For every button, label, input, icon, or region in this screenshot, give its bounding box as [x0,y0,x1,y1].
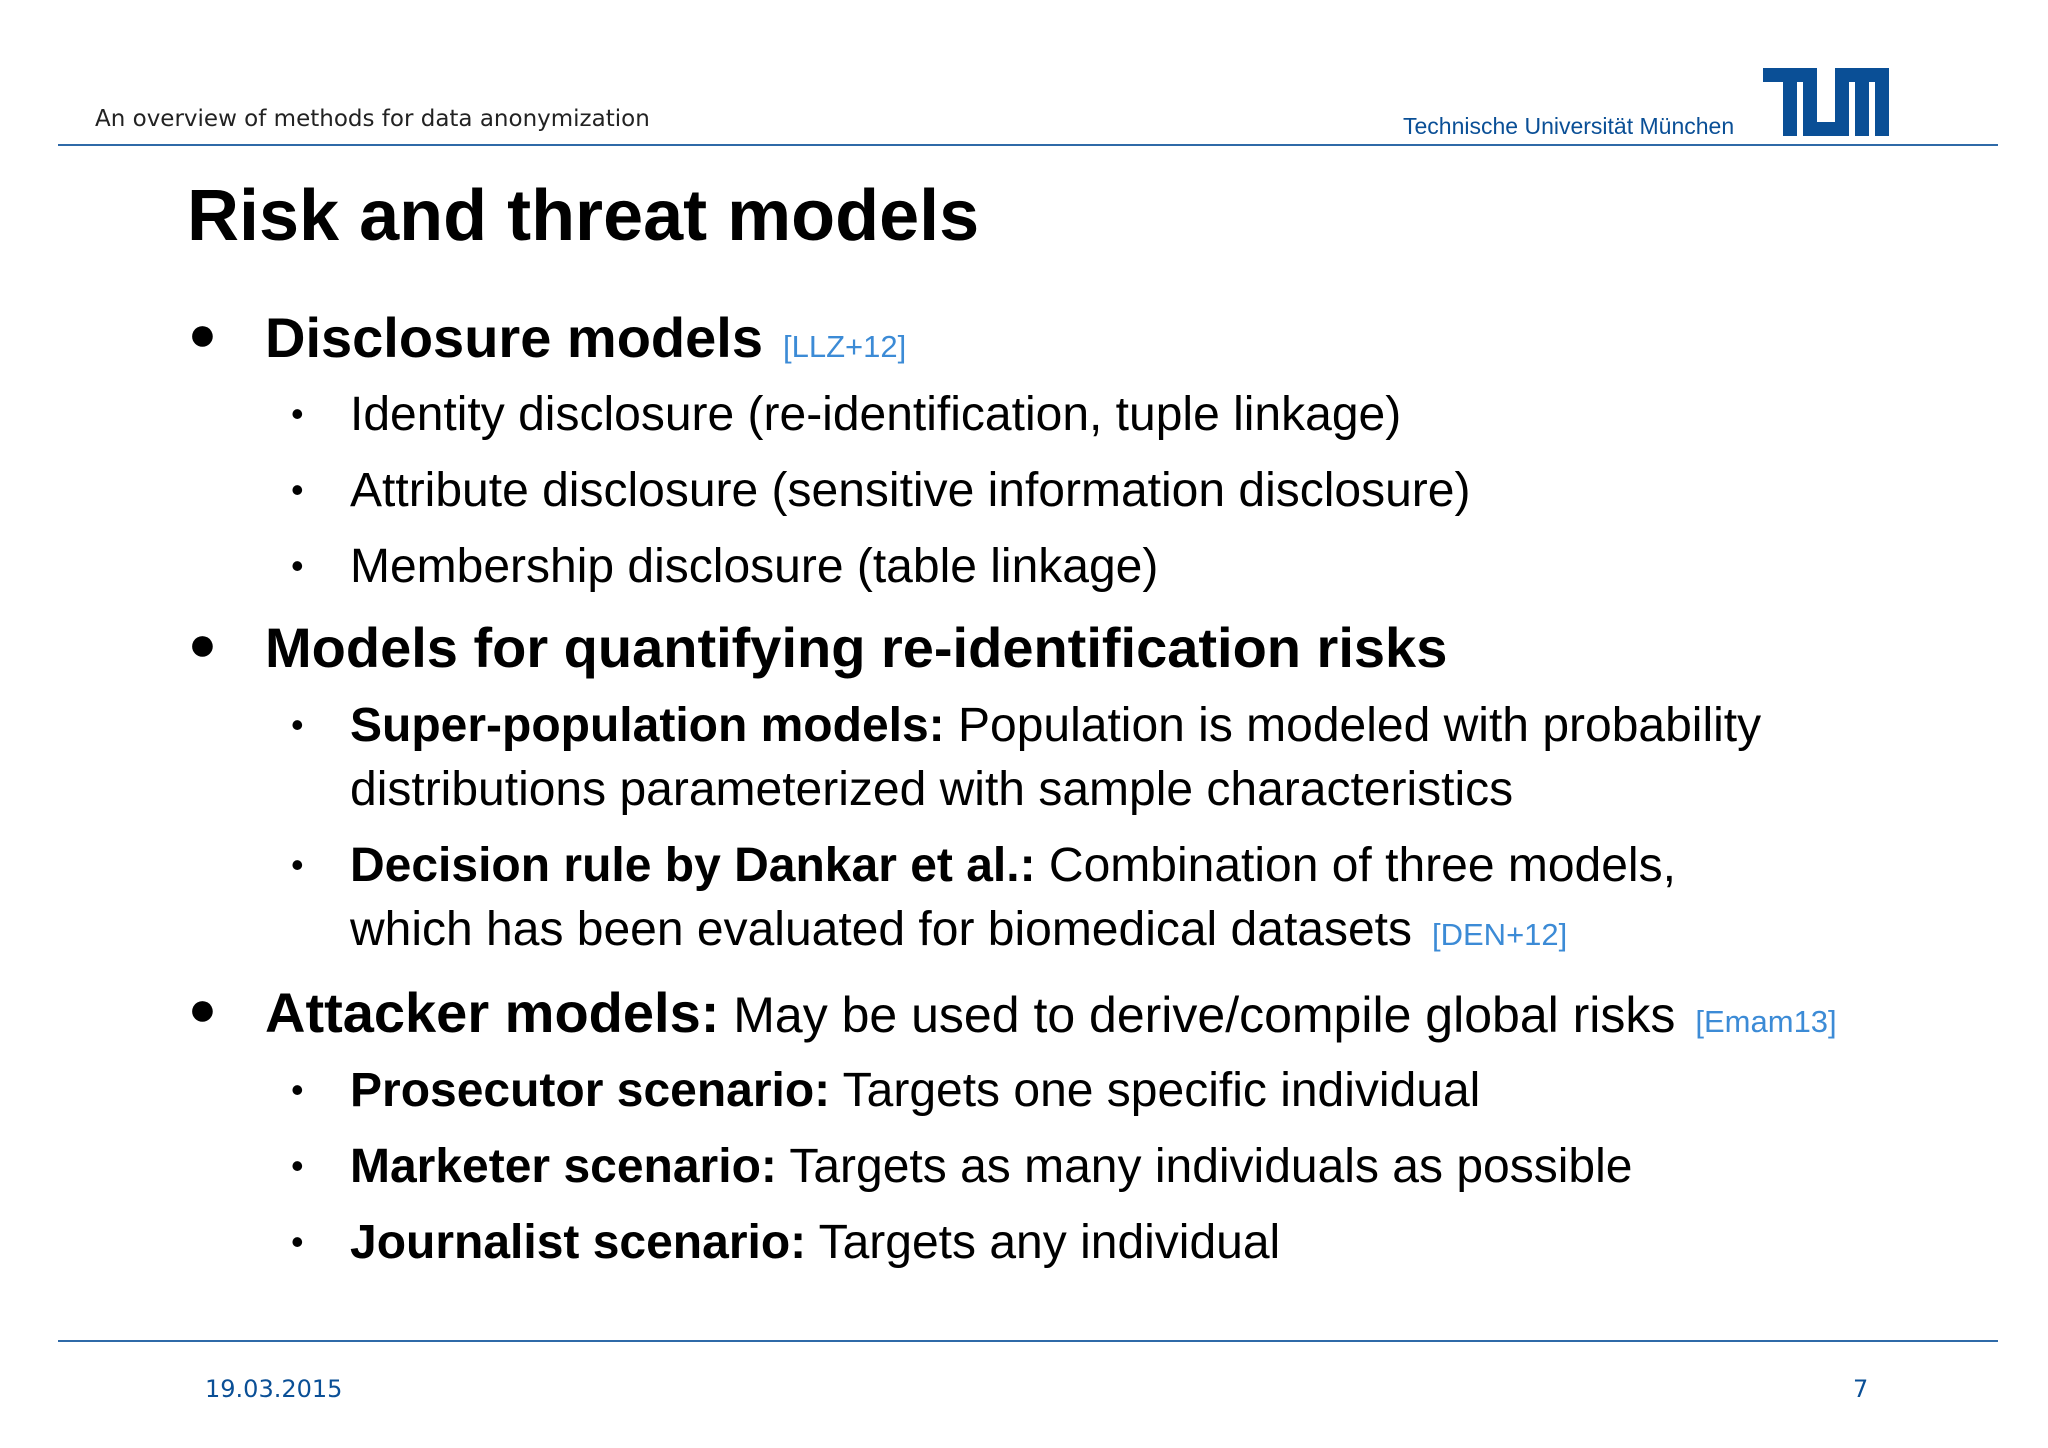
slide-date: 19.03.2015 [205,1375,343,1403]
citation: [LLZ+12] [782,329,907,364]
bullet-sub: • [291,545,304,586]
item-term: Journalist scenario: [350,1216,807,1269]
item-term: Super-population models: [350,699,945,752]
item-text: Targets any individual [806,1216,1281,1269]
citation: [DEN+12] [1432,917,1568,952]
item-text: distributions parameterized with sample characteristics [350,763,1514,816]
slide-title: Risk and threat models [187,176,980,256]
item-text: Combination of three models, [1035,839,1676,892]
bullet-sub: • [291,1069,304,1110]
section-heading: Attacker models: [265,981,720,1044]
footer-divider [58,1340,1998,1342]
item-term: Prosecutor scenario: [350,1064,831,1117]
tum-logo [1763,68,1889,140]
item-term: Decision rule by Dankar et al.: [350,839,1036,892]
university-name: Technische Universität München [1403,113,1735,139]
item-text: Attribute disclosure (sensitive information disclosure) [350,464,1471,517]
presentation-title: An overview of methods for data anonymization [95,106,650,132]
header-divider [58,144,1998,146]
bullet-sub: • [291,704,304,745]
item-text: Membership disclosure (table linkage) [350,540,1159,593]
item-term: Marketer scenario: [350,1140,777,1193]
item-text: Targets as many individuals as possible [776,1140,1633,1193]
page-number: 7 [1853,1375,1869,1403]
section-text: May be used to derive/compile global risks [719,987,1676,1043]
bullet-main: ● [188,983,217,1036]
item-text: Identity disclosure (re-identification, tuple linkage) [350,388,1402,441]
bullet-sub: • [291,393,304,434]
section-heading: Disclosure models [265,306,763,369]
bullet-sub: • [291,844,304,885]
bullet-main: ● [188,308,217,361]
section-heading: Models for quantifying re-identification risks [265,616,1448,679]
item-text: Population is modeled with probability [944,699,1762,752]
item-text: which has been evaluated for biomedical datasets [350,903,1412,956]
bullet-sub: • [291,1145,304,1186]
bullet-sub: • [291,469,304,510]
bullet-sub: • [291,1221,304,1262]
item-text: Targets one specific individual [830,1064,1481,1117]
citation: [Emam13] [1695,1004,1837,1039]
bullet-main: ● [188,618,217,671]
